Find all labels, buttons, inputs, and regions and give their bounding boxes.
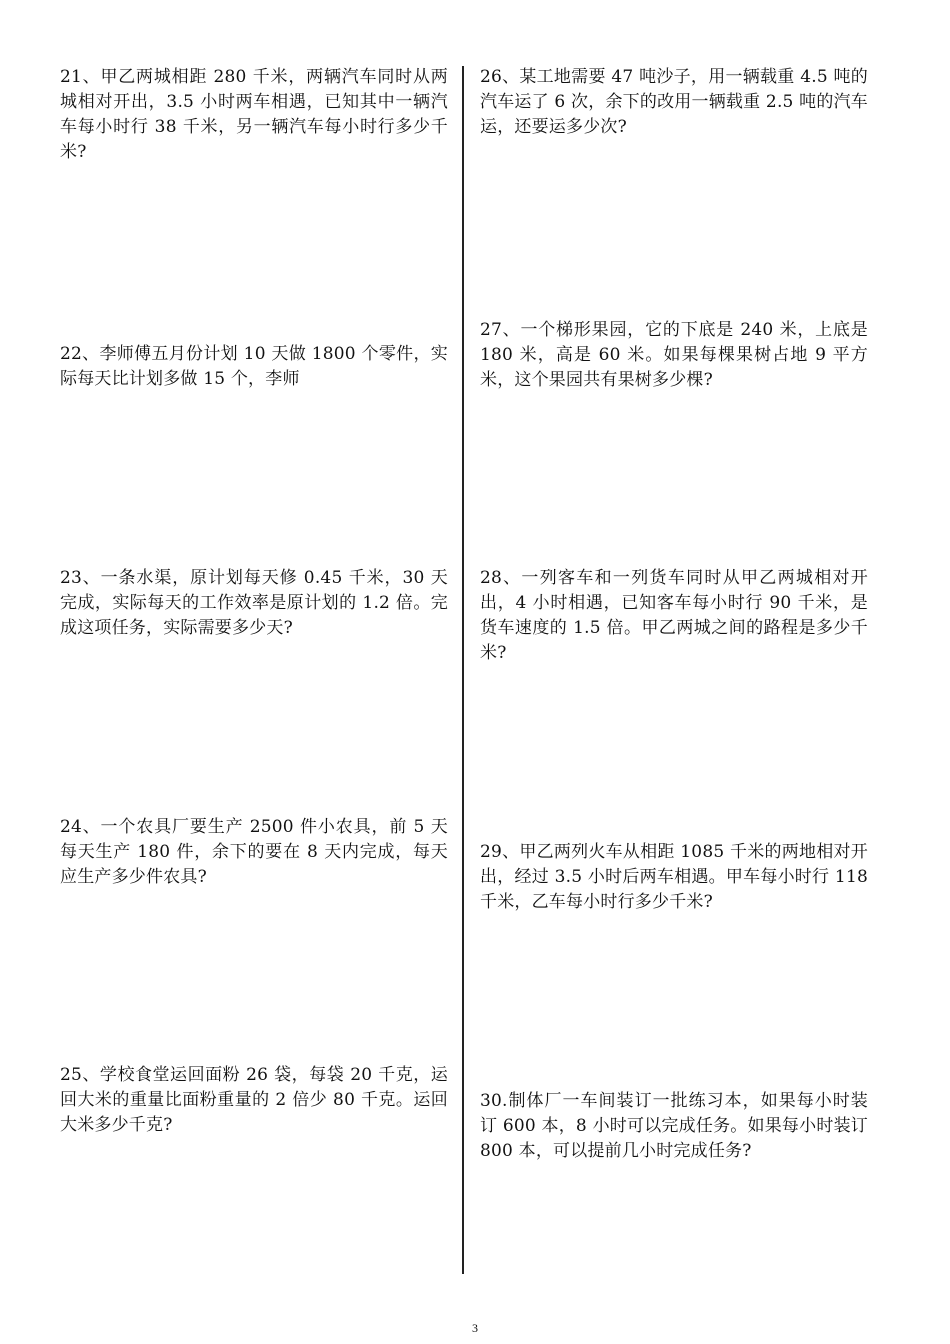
problem-26: 26、某工地需要 47 吨沙子，用一辆载重 4.5 吨的汽车运了 6 次，余下的改用一辆载重 2.5 吨的汽车运，还要运多少次? <box>480 67 868 137</box>
problem-25: 25、学校食堂运回面粉 26 袋，每袋 20 千克，运回大米的重量比面粉重量的 2 倍少 80 千克。运回大米多少千克? <box>60 1065 448 1135</box>
problem-21: 21、甲乙两城相距 280 千米，两辆汽车同时从两城相对开出，3.5 小时两车相遇，已知其中一辆汽车每小时行 38 千米，另一辆汽车每小时行多少千米? <box>60 67 448 162</box>
page-number: 3 <box>472 1321 478 1335</box>
problem-22: 22、李师傅五月份计划 10 天做 1800 个零件，实际每天比计划多做 15 个，李师 <box>60 344 448 389</box>
problem-23: 23、一条水渠，原计划每天修 0.45 千米，30 天完成，实际每天的工作效率是原计划的 1.2 倍。完成这项任务，实际需要多少天? <box>60 568 448 638</box>
problem-28: 28、一列客车和一列货车同时从甲乙两城相对开出，4 小时相遇，已知客车每小时行 90 千米，是货车速度的 1.5 倍。甲乙两城之间的路程是多少千米? <box>480 568 868 663</box>
problem-24: 24、一个农具厂要生产 2500 件小农具，前 5 天每天生产 180 件，余下的要在 8 天内完成，每天应生产多少件农具? <box>60 817 448 887</box>
column-divider <box>462 66 464 1274</box>
problem-30: 30.制体厂一车间装订一批练习本，如果每小时装订 600 本，8 小时可以完成任务。如果每小时装订 800 本，可以提前几小时完成任务? <box>480 1091 868 1161</box>
problem-29: 29、甲乙两列火车从相距 1085 千米的两地相对开出，经过 3.5 小时后两车相遇。甲车每小时行 118 千米，乙车每小时行多少千米? <box>480 842 868 912</box>
problem-27: 27、一个梯形果园，它的下底是 240 米，上底是 180 米，高是 60 米。如果每棵果树占地 9 平方米，这个果园共有果树多少棵? <box>480 320 868 390</box>
